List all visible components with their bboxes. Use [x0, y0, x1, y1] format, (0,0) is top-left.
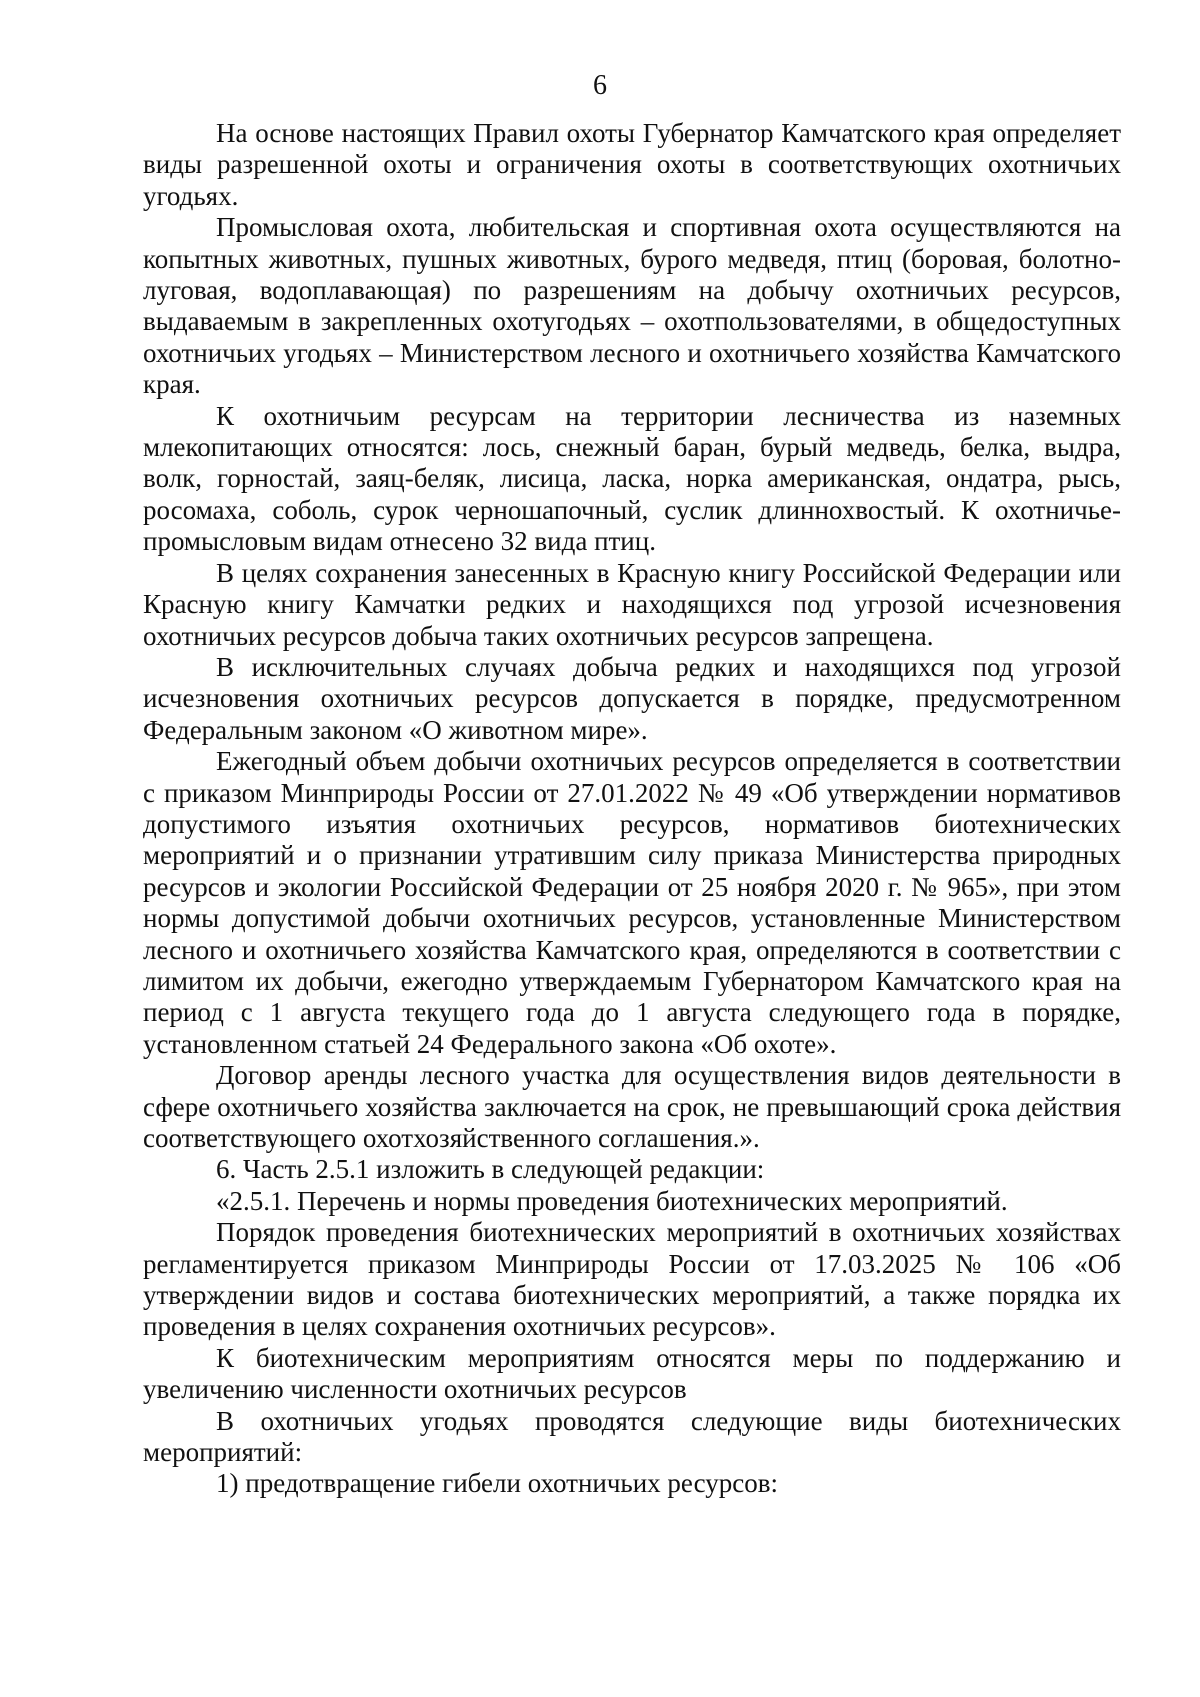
- paragraph-amendment-item-6: 6. Часть 2.5.1 изложить в следующей редакции:: [216, 1154, 765, 1185]
- paragraph-exceptional-cases: В исключительных случаях добыча редких и находящихся под угрозой исчезновения охотничьих ресурсов допускается в порядке, предусмотренном Федеральным законом «О животном мире».: [143, 651, 1121, 745]
- paragraph-red-book-protection: В целях сохранения занесенных в Красную книгу Российской Федерации или Красную книгу Камчатки редких и находящихся под угрозой исчезновения охотничьих ресурсов добыча таких охотничьих ресурсов запрещена.: [143, 557, 1121, 651]
- document-body: [143, 118, 1121, 1500]
- paragraph-hunting-types-permits: Промысловая охота, любительская и спортивная охота осуществляются на копытных животных, пушных животных, бурого медведя, птиц (боровая, болотно-луговая, водоплавающая) по разрешениям на добычу охотничьих ресурсов, выдаваемым в закрепленных охотугодьях – охотпользователями, в общедоступных охотничьих угодьях – Министерством лесного и охотничьего хозяйства Камчатского края.: [143, 212, 1121, 400]
- list-item-prevention-of-death: 1) предотвращение гибели охотничьих ресурсов:: [216, 1468, 778, 1499]
- paragraph-hunting-rules-governor: На основе настоящих Правил охоты Губернатор Камчатского края определяет виды разрешенной охоты и ограничения охоты в соответствующих охотничьих угодьях.: [143, 118, 1121, 211]
- paragraph-biotechnical-procedure: Порядок проведения биотехнических мероприятий в охотничьих хозяйствах регламентируется приказом Минприроды России от 17.03.2025 № 106 «Об утверждении видов и состава биотехнических мероприятий, а также порядка их проведения в целях сохранения охотничьих ресурсов».: [143, 1217, 1121, 1342]
- page-number: 6: [593, 70, 607, 101]
- paragraph-hunting-resources-list: К охотничьим ресурсам на территории лесничества из наземных млекопитающих относятся: лось, снежный баран, бурый медведь, белка, выдра, волк, горностай, заяц-беляк, лисица, ласка, норка американская, ондатра, рысь, росомаха, соболь, сурок черношапочный, суслик длиннохвостый. К охотничье-промысловым видам отнесено 32 вида птиц.: [143, 400, 1121, 557]
- paragraph-section-2-5-1-heading: «2.5.1. Перечень и нормы проведения биотехнических мероприятий.: [216, 1185, 1008, 1216]
- paragraph-biotechnical-definition: К биотехническим мероприятиям относятся меры по поддержанию и увеличению численности охотничьих ресурсов: [143, 1342, 1121, 1405]
- paragraph-forest-lease-agreement: Договор аренды лесного участка для осуществления видов деятельности в сфере охотничьего хозяйства заключается на срок, не превышающий срока действия соответствующего охотхозяйственного соглашения.».: [143, 1060, 1121, 1153]
- paragraph-annual-harvest-volume: Ежегодный объем добычи охотничьих ресурсов определяется в соответствии с приказом Минприроды России от 27.01.2022 № 49 «Об утверждении нормативов допустимого изъятия охотничьих ресурсов, нормативов биотехнических мероприятий и о признании утратившим силу приказа Министерства природных ресурсов и экологии Российской Федерации от 25 ноября 2020 г. № 965», при этом нормы допустимой добычи охотничьих ресурсов, установленные Министерством лесного и охотничьего хозяйства Камчатского края, определяются в соответствии с лимитом их добычи, ежегодно утверждаемым Губернатором Камчатского края на период с 1 августа текущего года до 1 августа следующего года в порядке, установленном статьей 24 Федерального закона «Об охоте».: [143, 746, 1121, 1059]
- paragraph-biotechnical-types: В охотничьих угодьях проводятся следующие виды биотехнических мероприятий:: [143, 1405, 1121, 1468]
